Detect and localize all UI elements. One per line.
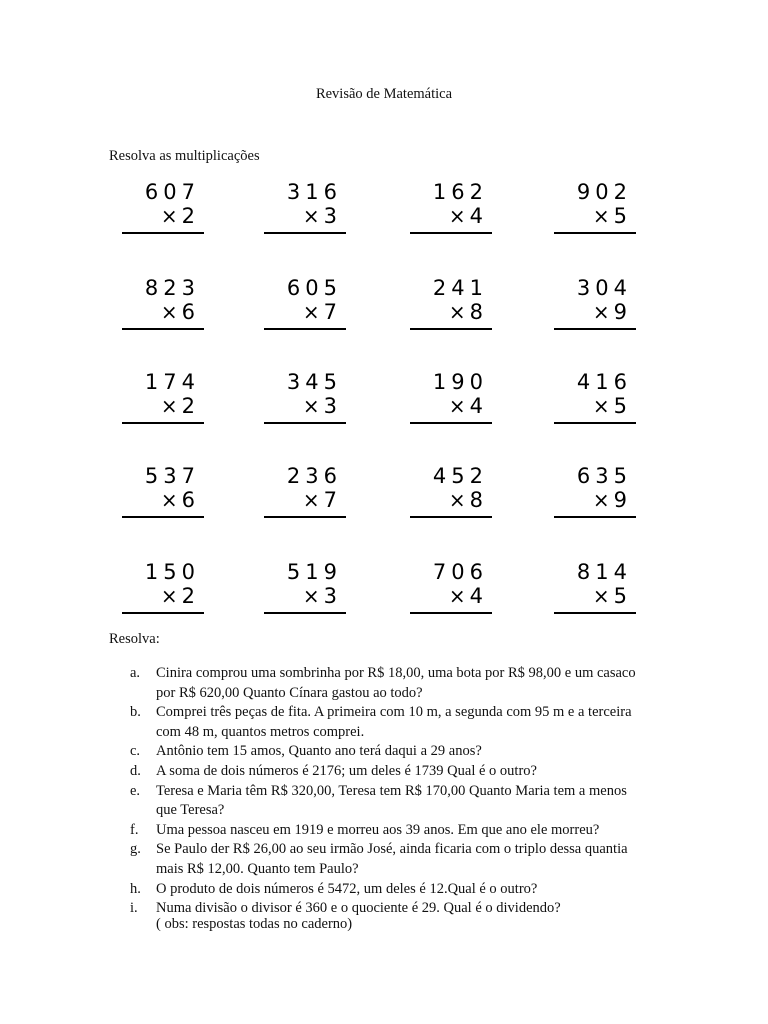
result-line <box>122 516 204 518</box>
times-sign: × <box>302 394 320 418</box>
result-line <box>410 232 492 234</box>
multiplication-problem <box>118 464 208 534</box>
multiplication-problem <box>118 370 208 440</box>
times-sign: × <box>448 488 466 512</box>
multiplicand: 814 <box>576 560 632 584</box>
multiplication-problem <box>406 276 496 346</box>
times-sign: × <box>160 584 178 608</box>
multiplication-problem <box>118 180 208 250</box>
multiplicand: 706 <box>432 560 488 584</box>
times-sign: × <box>592 394 610 418</box>
result-line <box>554 422 636 424</box>
multiplicand: 174 <box>144 370 200 394</box>
multiplier: 6 <box>181 488 200 512</box>
result-line <box>554 612 636 614</box>
question-text: Numa divisão o divisor é 360 e o quociente é 29. Qual é o dividendo? <box>156 900 561 917</box>
multiplicand: 345 <box>286 370 342 394</box>
multiplier: 5 <box>613 394 632 418</box>
multiplier-line <box>593 584 632 608</box>
multiplier: 5 <box>613 584 632 608</box>
multiplier-line <box>449 488 488 512</box>
multiplier: 4 <box>469 204 488 228</box>
multiplication-problem <box>260 370 350 440</box>
multiplier-line <box>449 300 488 324</box>
multiplication-problem <box>260 180 350 250</box>
result-line <box>264 232 346 234</box>
multiplication-problem <box>260 560 350 630</box>
question-text: O produto de dois números é 5472, um deles é 12.Qual é o outro? <box>156 880 538 897</box>
multiplicand: 902 <box>576 180 632 204</box>
question-marker: e. <box>130 782 141 799</box>
times-sign: × <box>592 488 610 512</box>
times-sign: × <box>592 300 610 324</box>
result-line <box>554 516 636 518</box>
word-problems-list <box>130 664 650 919</box>
multiplier: 8 <box>469 300 488 324</box>
multiplicand: 241 <box>432 276 488 300</box>
multiplier-line <box>161 204 200 228</box>
multiplication-instruction: Resolva as multiplicações <box>109 148 260 164</box>
question-text: Antônio tem 15 amos, Quanto ano terá daqui a 29 anos? <box>156 743 482 760</box>
multiplication-problem <box>406 370 496 440</box>
question-text: A soma de dois números é 2176; um deles é 1739 Qual é o outro? <box>156 762 537 779</box>
multiplier-line <box>161 584 200 608</box>
multiplier: 9 <box>613 300 632 324</box>
times-sign: × <box>448 584 466 608</box>
times-sign: × <box>592 204 610 228</box>
problems-instruction: Resolva: <box>109 631 160 647</box>
multiplication-problem <box>550 560 640 630</box>
multiplication-problem <box>118 560 208 630</box>
multiplier-line <box>161 488 200 512</box>
multiplication-problem <box>550 370 640 440</box>
multiplier: 7 <box>323 488 342 512</box>
multiplier-line <box>303 584 342 608</box>
multiplier: 3 <box>323 204 342 228</box>
question-item <box>130 821 650 841</box>
result-line <box>410 612 492 614</box>
multiplicand: 316 <box>286 180 342 204</box>
multiplier-line <box>593 488 632 512</box>
question-text: Uma pessoa nasceu em 1919 e morreu aos 39 anos. Em que ano ele morreu? <box>156 821 600 838</box>
multiplicand: 162 <box>432 180 488 204</box>
multiplicand: 150 <box>144 560 200 584</box>
multiplicand: 519 <box>286 560 342 584</box>
result-line <box>122 232 204 234</box>
question-marker: d. <box>130 762 141 779</box>
multiplier-line <box>161 300 200 324</box>
question-marker: a. <box>130 665 141 681</box>
times-sign: × <box>160 300 178 324</box>
times-sign: × <box>160 394 178 418</box>
multiplier: 3 <box>323 584 342 608</box>
result-line <box>410 516 492 518</box>
times-sign: × <box>448 204 466 228</box>
multiplier-line <box>593 204 632 228</box>
multiplication-problem <box>406 180 496 250</box>
multiplicand: 605 <box>286 276 342 300</box>
multiplication-grid <box>118 180 648 620</box>
multiplier: 9 <box>613 488 632 512</box>
multiplicand: 304 <box>576 276 632 300</box>
question-text: Se Paulo der R$ 26,00 ao seu irmão José, ainda ficaria com o triplo dessa quantia mais R$ 12,00. Quanto tem Paulo? <box>156 841 628 877</box>
times-sign: × <box>160 204 178 228</box>
result-line <box>122 422 204 424</box>
question-item <box>130 782 650 821</box>
question-marker: i. <box>130 900 138 917</box>
multiplier-line <box>303 394 342 418</box>
times-sign: × <box>448 300 466 324</box>
multiplier-line <box>593 300 632 324</box>
question-marker: c. <box>130 743 141 760</box>
times-sign: × <box>448 394 466 418</box>
multiplication-problem <box>406 464 496 534</box>
multiplier-line <box>303 300 342 324</box>
multiplier-line <box>303 204 342 228</box>
result-line <box>264 422 346 424</box>
times-sign: × <box>302 204 320 228</box>
question-text: Cinira comprou uma sombrinha por R$ 18,00, uma bota por R$ 98,00 e um casaco por R$ 620,00 Quanto Cínara gastou ao todo? <box>156 665 636 701</box>
multiplicand: 190 <box>432 370 488 394</box>
multiplier: 6 <box>181 300 200 324</box>
multiplier: 3 <box>323 394 342 418</box>
question-marker: g. <box>130 841 141 858</box>
result-line <box>122 612 204 614</box>
times-sign: × <box>302 300 320 324</box>
result-line <box>264 612 346 614</box>
multiplier-line <box>449 584 488 608</box>
multiplicand: 452 <box>432 464 488 488</box>
question-marker: f. <box>130 821 139 838</box>
result-line <box>410 328 492 330</box>
multiplier: 8 <box>469 488 488 512</box>
multiplier-line <box>303 488 342 512</box>
multiplier: 5 <box>613 204 632 228</box>
answers-note: ( obs: respostas todas no caderno) <box>156 916 353 932</box>
multiplier: 2 <box>181 584 200 608</box>
multiplier: 2 <box>181 394 200 418</box>
question-item <box>130 762 650 782</box>
question-text: Teresa e Maria têm R$ 320,00, Teresa tem R$ 170,00 Quanto Maria tem a menos que Teresa? <box>156 782 627 819</box>
multiplication-problem <box>550 276 640 346</box>
result-line <box>264 328 346 330</box>
result-line <box>554 232 636 234</box>
question-marker: h. <box>130 880 141 897</box>
multiplication-problem <box>260 464 350 534</box>
question-item <box>130 880 650 900</box>
multiplication-problem <box>118 276 208 346</box>
multiplier-line <box>593 394 632 418</box>
page-title: Revisão de Matemática <box>315 86 453 102</box>
times-sign: × <box>302 488 320 512</box>
result-line <box>122 328 204 330</box>
result-line <box>264 516 346 518</box>
multiplication-problem <box>260 276 350 346</box>
result-line <box>554 328 636 330</box>
multiplication-problem <box>550 464 640 534</box>
multiplicand: 537 <box>144 464 200 488</box>
question-item <box>130 664 650 703</box>
multiplier: 4 <box>469 584 488 608</box>
question-item <box>130 703 650 742</box>
multiplicand: 607 <box>144 180 200 204</box>
multiplication-problem <box>550 180 640 250</box>
times-sign: × <box>592 584 610 608</box>
question-item <box>130 742 650 762</box>
question-text: Comprei três peças de fita. A primeira com 10 m, a segunda com 95 m e a terceira com 48 m, quantos metros comprei. <box>156 704 632 740</box>
result-line <box>410 422 492 424</box>
multiplier: 4 <box>469 394 488 418</box>
multiplier: 2 <box>181 204 200 228</box>
question-item <box>130 840 650 879</box>
multiplicand: 236 <box>286 464 342 488</box>
times-sign: × <box>160 488 178 512</box>
multiplier: 7 <box>323 300 342 324</box>
question-marker: b. <box>130 704 141 721</box>
multiplicand: 416 <box>576 370 632 394</box>
multiplication-problem <box>406 560 496 630</box>
multiplier-line <box>449 394 488 418</box>
multiplicand: 635 <box>576 464 632 488</box>
multiplicand: 823 <box>144 276 200 300</box>
multiplier-line <box>449 204 488 228</box>
times-sign: × <box>302 584 320 608</box>
multiplier-line <box>161 394 200 418</box>
